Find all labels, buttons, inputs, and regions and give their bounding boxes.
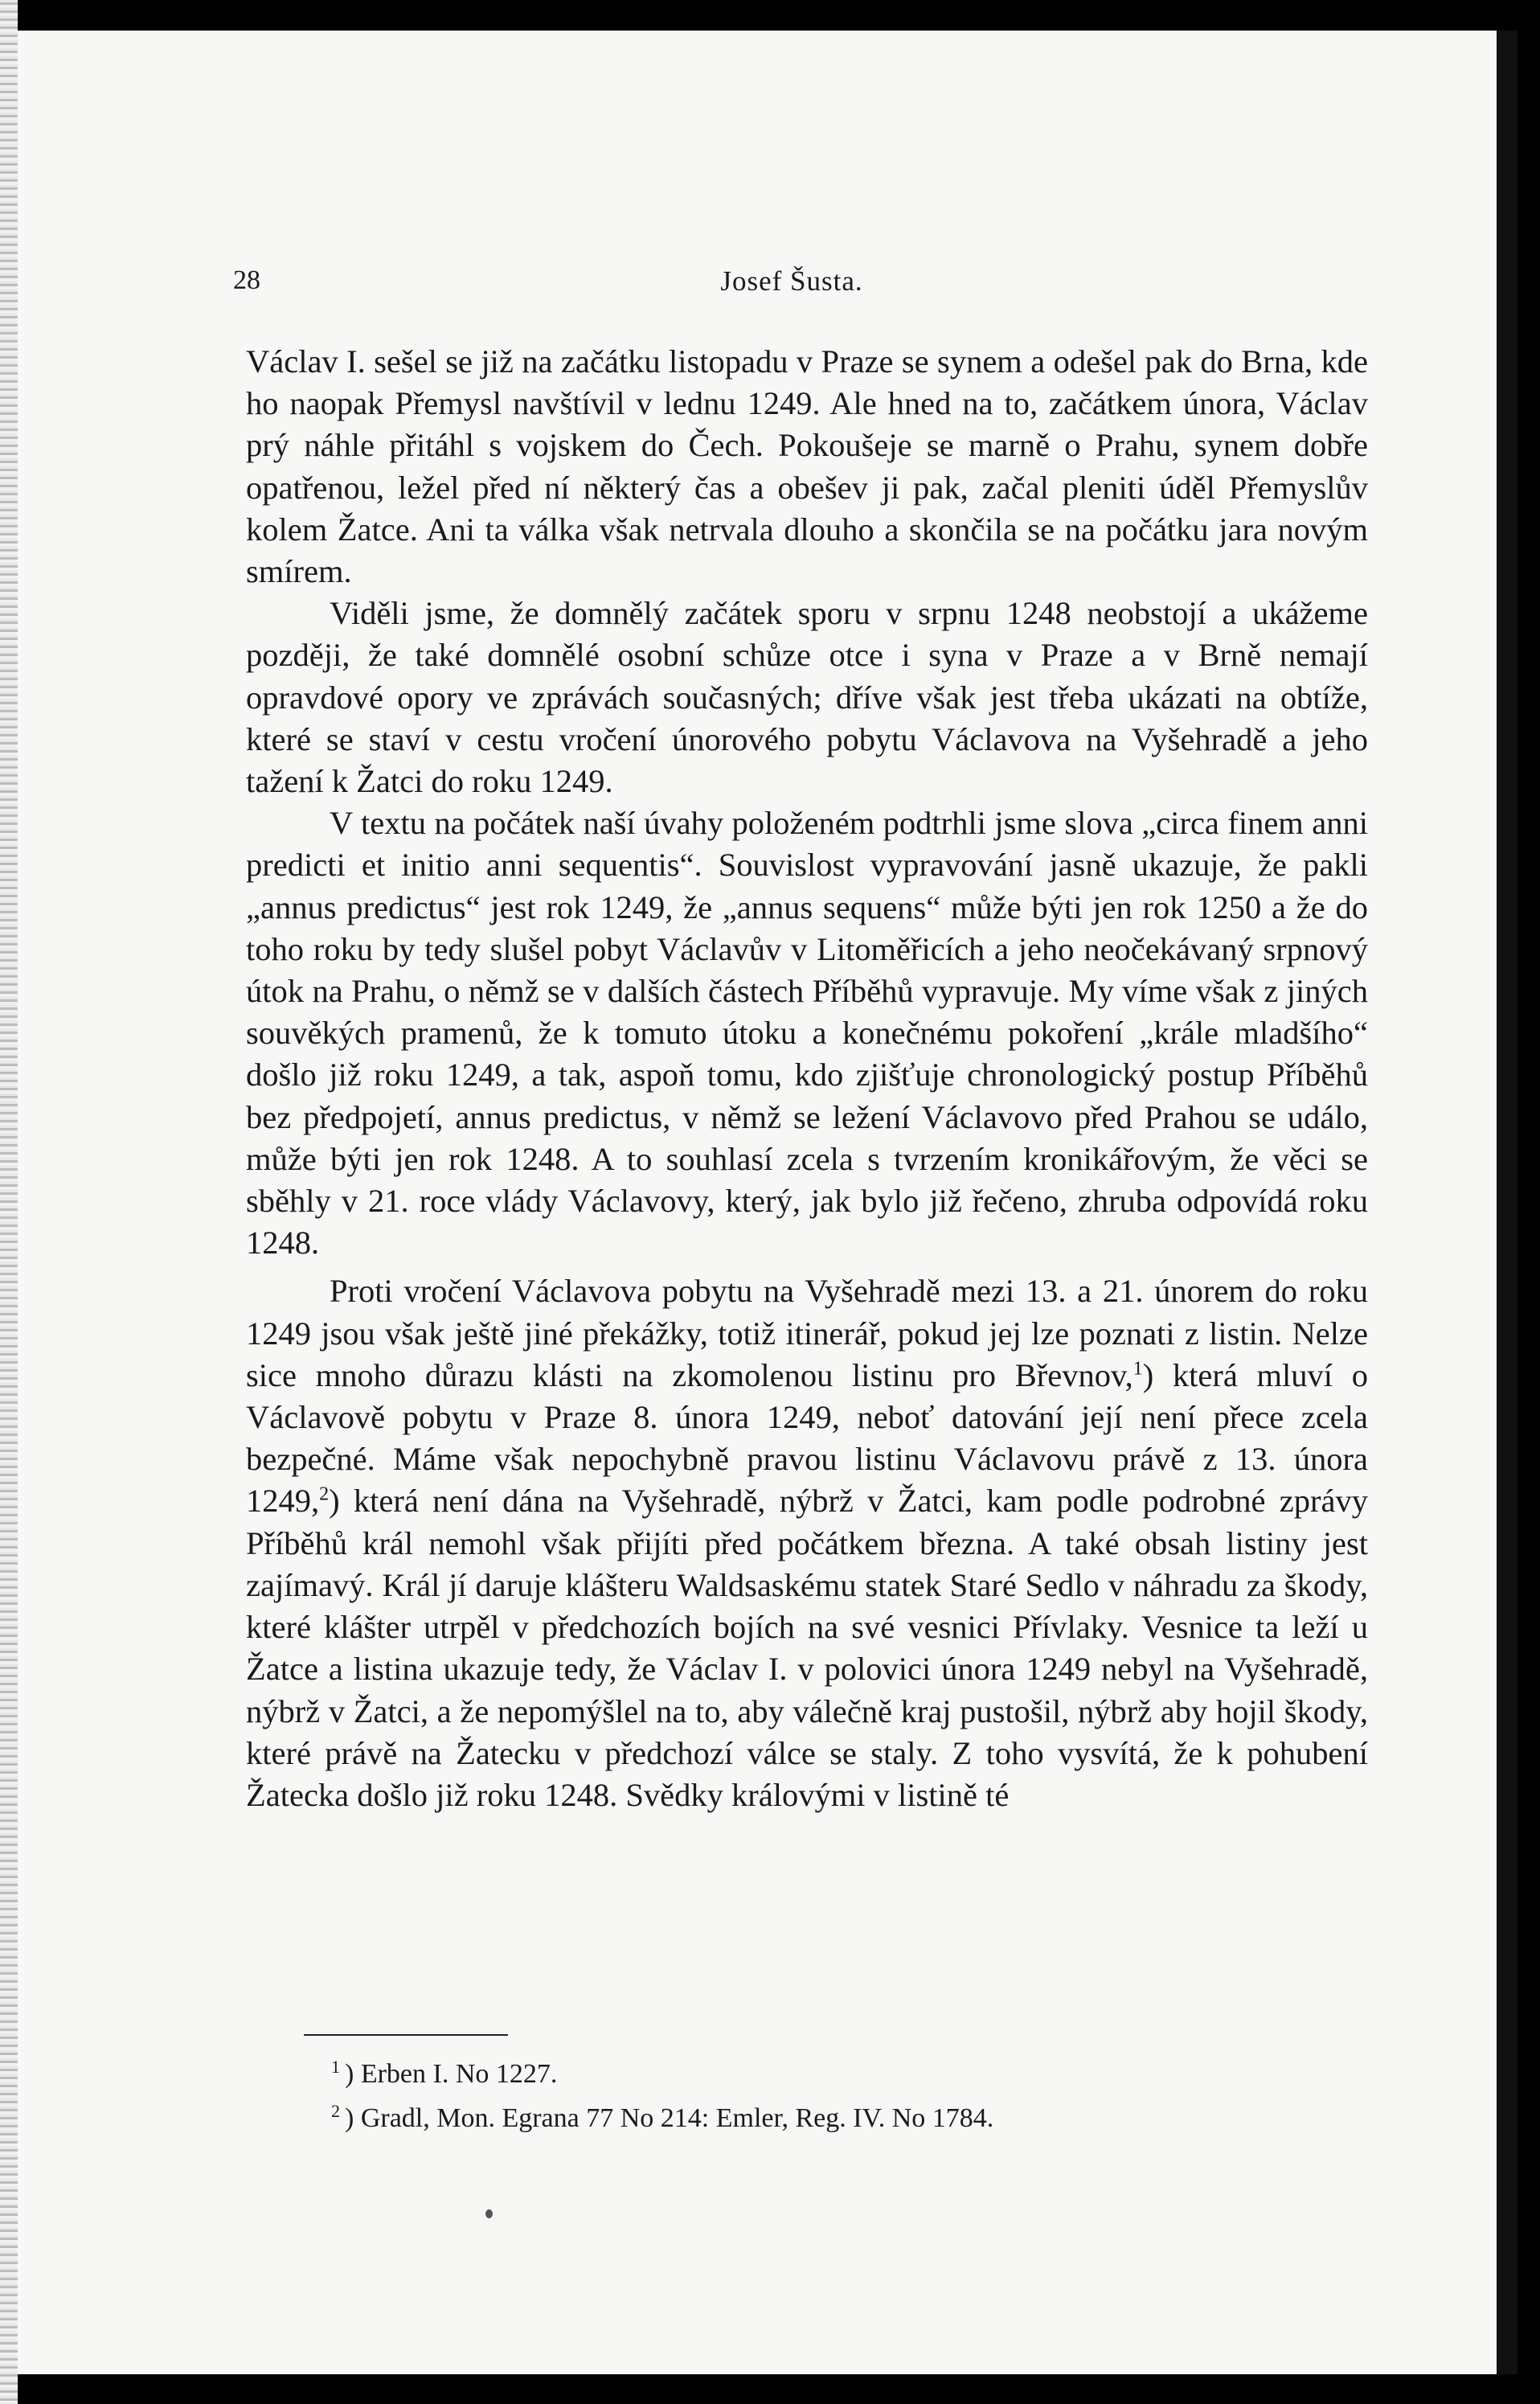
paragraph-4 [246,1270,1368,1816]
body-text [246,341,1368,1816]
page-edge-right [1497,31,1517,2374]
footnote-ref-2: 2 [319,1483,330,1505]
footnote-mark-2: 2 [331,2101,340,2121]
running-head [217,265,1366,306]
footnote-2 [331,2093,1376,2137]
paragraph-4-part-1: Proti vročení Václavova pobytu na Vyšehradě mezi 13. a 21. únorem do roku 1249 jsou však ještě jiné překážky, totiž itinerář, pokud jej lze poznati z listin. Nelze sice mnoho důrazu klásti na zkomolenou listinu pro Břevnov, [246,1273,1368,1393]
footnote-mark-1: 1 [331,2057,340,2077]
paragraph-1: Václav I. sešel se již na začátku listopadu v Praze se synem a odešel pak do Brna, kde ho naopak Přemysl navštívil v lednu 1249. Ale hned na to, začátkem února, Václav prý náhle přitáhl s vojskem do Čech. Pokoušeje se marně o Prahu, synem dobře opatřenou, ležel před ní některý čas a obešev ji pak, začal pleniti úděl Přemyslův kolem Žatce. Ani ta válka však netrvala dlouho a skončila se na počátku jara novým smírem. [246,343,1368,590]
footnote-rule [304,2034,508,2036]
page-edge-left [0,0,18,2404]
paragraph-4-part-3: ) která není dána na Vyšehradě, nýbrž v Žatci, kam podle podrobné zprávy Příběhů král nemohl však přijíti před počátkem března. A také obsah listiny jest zajímavý. Král jí daruje klášteru Waldsaskému statek Staré Sedlo v náhradu za škody, které klášter utrpěl v předchozích bojích na své vesnici Přívlaky. Vesnice ta leží u Žatce a listina ukazuje tedy, že Václav I. v polovici února 1249 nebyl na Vyšehradě, nýbrž v Žatci, a že nepomýšlel na to, aby válečně kraj pustošil, nýbrž aby hojil škody, které právě na Žatecku v předchozí válce se staly. Z toho vysvítá, že k pohubení Žatecka došlo již roku 1248. Svědky královými v listině té [246,1483,1368,1813]
paragraph-3: V textu na počátek naší úvahy položeném podtrhli jsme slova „circa finem anni predicti et initio anni sequentis“. Souvislost vypravování jasně ukazuje, že pakli „annus predictus“ jest rok 1249, že „annus sequens“ může býti jen rok 1250 a že do toho roku by tedy slušel pobyt Václavův v Litoměřicích a jeho neočekávaný srpnový útok na Prahu, o němž se v dalších částech Příběhů vypravuje. My víme však z jiných souvěkých pramenů, že k tomuto útoku a konečnému pokoření „krále mladšího“ došlo již roku 1249, a tak, aspoň tomu, kdo zjišťuje chronologický postup Příběhů bez předpojetí, annus predictus, v němž se ležení Václavovo před Prahou se událo, může býti jen rok 1248. A to souhlasí zcela s tvrzením kronikářovým, že věci se sběhly v 21. roce vlády Václavovy, který, jak bylo již řečeno, zhruba odpovídá roku 1248. [246,805,1368,1261]
ink-speck [485,2209,493,2218]
paragraph-4-part-2: ) která mluví o Václavově pobytu v Praze 8. února 1249, neboť datování její není přece zcela bezpečné. Máme však nepochybně pravou listinu Václavovu právě z 13. února 1249, [246,1356,1369,1520]
paragraph-2: Viděli jsme, že domnělý začátek sporu v srpnu 1248 neobstojí a ukážeme později, že také domnělé osobní schůze otce i syna v Praze a v Brně nemají opravdové opory ve zprávách současných; dříve však jest třeba ukázati na obtíže, které se staví v cestu vročení únorového pobytu Václavova na Vyšehradě a jeho tažení k Žatci do roku 1249. [246,595,1368,800]
footnotes [331,2049,1376,2137]
page-number: 28 [233,265,260,295]
footnote-text-1: ) Erben I. No 1227. [345,2059,558,2089]
footnote-1 [331,2049,1376,2093]
footnote-ref-1: 1 [1132,1358,1143,1380]
footnote-text-2: ) Gradl, Mon. Egrana 77 No 214: Emler, Reg. IV. No 1784. [345,2103,994,2133]
running-title: Josef Šusta. [720,265,863,297]
